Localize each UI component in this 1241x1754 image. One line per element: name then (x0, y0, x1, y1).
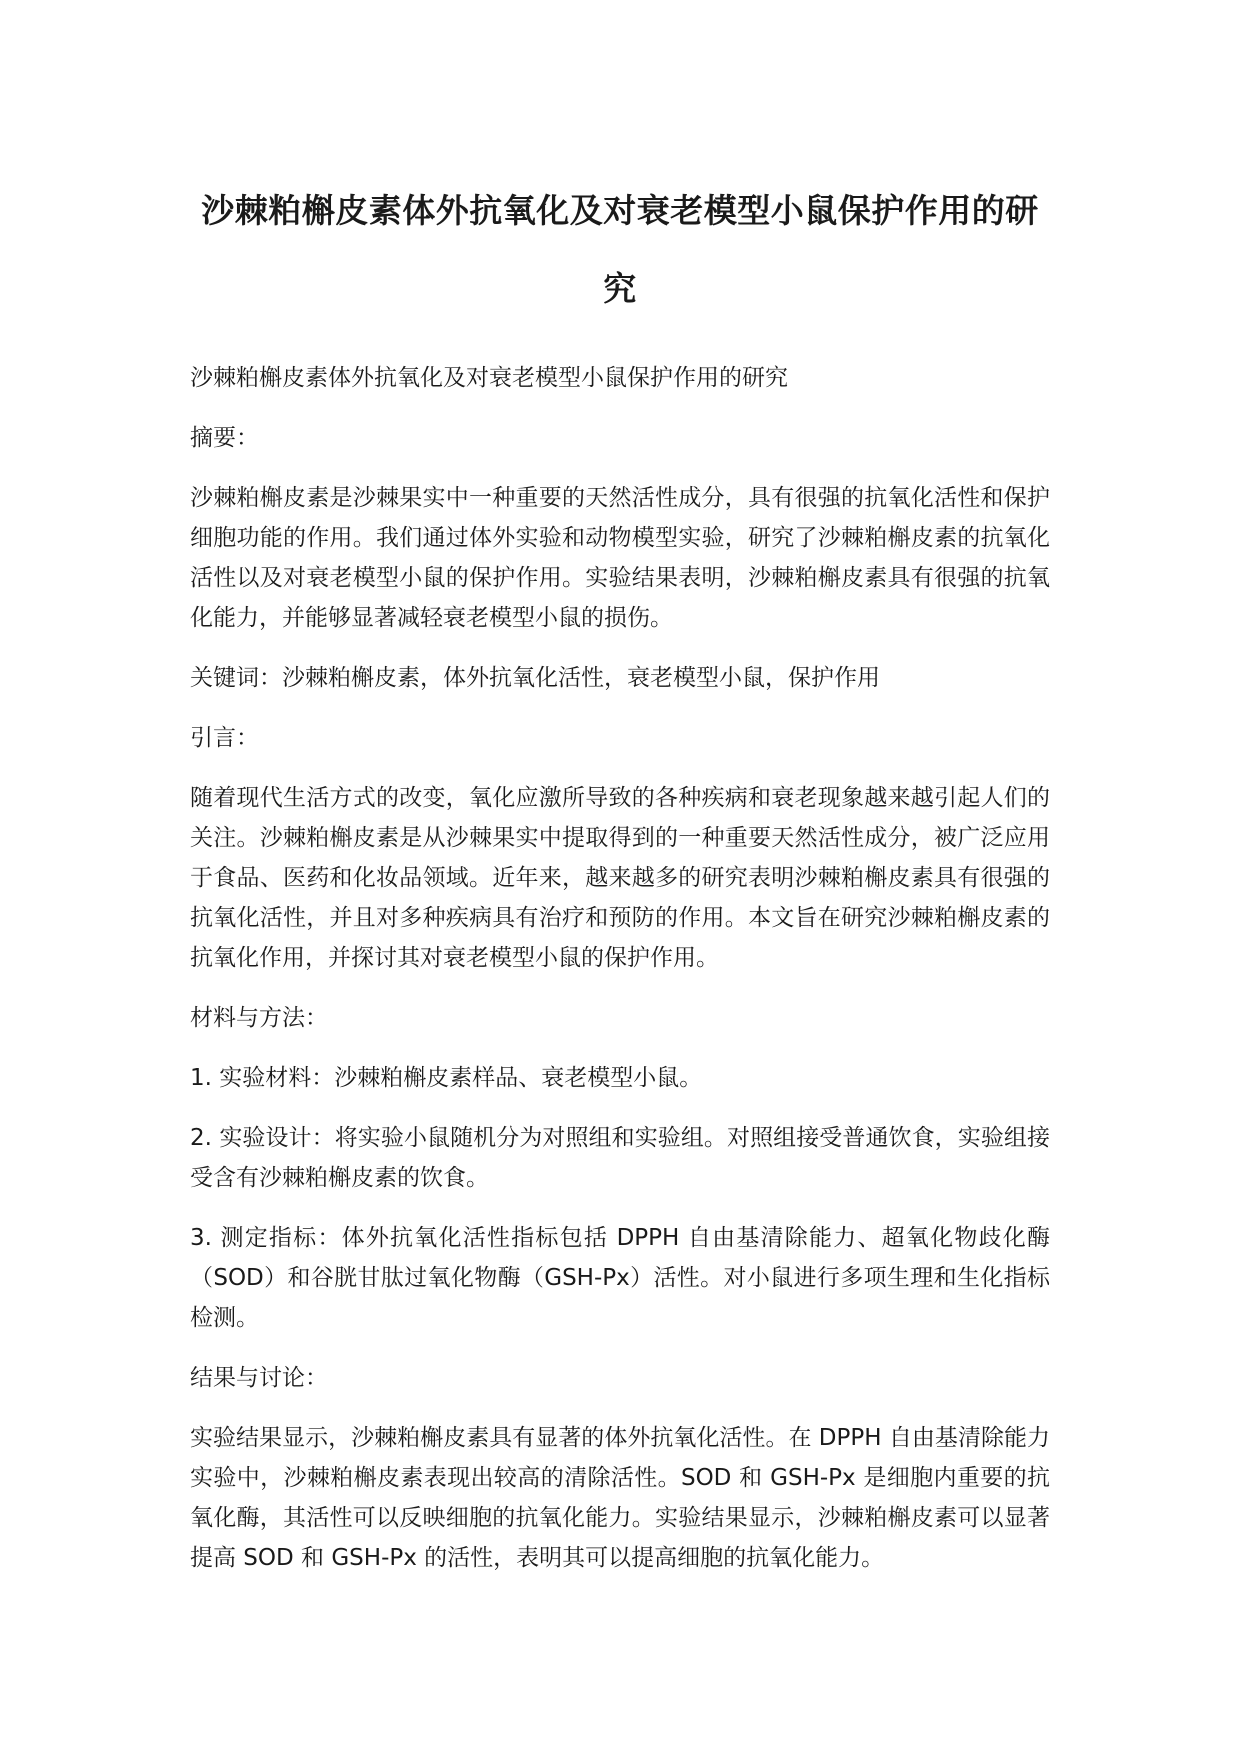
keywords-paragraph: 关键词：沙棘粕槲皮素，体外抗氧化活性，衰老模型小鼠，保护作用 (190, 665, 880, 691)
introduction-paragraph: 随着现代生活方式的改变，氧化应激所导致的各种疾病和衰老现象越来越引起人们的关注。沙棘粕槲皮素是从沙棘果实中提取得到的一种重要天然活性成分，被广泛应用于食品、医药和化妆品领域。近年来，越来越多的研究表明沙棘粕槲皮素具有很强的抗氧化活性，并且对多种疾病具有治疗和预防的作用。本文旨在研究沙棘粕槲皮素的抗氧化作用，并探讨其对衰老模型小鼠的保护作用。 (190, 785, 1050, 971)
subtitle-paragraph: 沙棘粕槲皮素体外抗氧化及对衰老模型小鼠保护作用的研究 (190, 365, 788, 391)
results-paragraph: 实验结果显示，沙棘粕槲皮素具有显著的体外抗氧化活性。在 DPPH 自由基清除能力实验中，沙棘粕槲皮素表现出较高的清除活性。SOD 和 GSH-Px 是细胞内重要的抗氧化酶，其活性可以反映细胞的抗氧化能力。实验结果显示，沙棘粕槲皮素可以显著提高 SOD 和 GSH-Px 的活性，表明其可以提高细胞的抗氧化能力。 (190, 1425, 1050, 1571)
introduction-heading: 引言： (190, 725, 259, 751)
abstract-heading: 摘要： (190, 425, 259, 451)
methods-item-materials: 1. 实验材料：沙棘粕槲皮素样品、衰老模型小鼠。 (190, 1065, 703, 1091)
methods-heading: 材料与方法： (190, 1005, 328, 1031)
abstract-paragraph: 沙棘粕槲皮素是沙棘果实中一种重要的天然活性成分，具有很强的抗氧化活性和保护细胞功能的作用。我们通过体外实验和动物模型实验，研究了沙棘粕槲皮素的抗氧化活性以及对衰老模型小鼠的保护作用。实验结果表明，沙棘粕槲皮素具有很强的抗氧化能力，并能够显著减轻衰老模型小鼠的损伤。 (190, 485, 1050, 631)
methods-item-design: 2. 实验设计：将实验小鼠随机分为对照组和实验组。对照组接受普通饮食，实验组接受含有沙棘粕槲皮素的饮食。 (190, 1125, 1050, 1191)
document-title: 沙棘粕槲皮素体外抗氧化及对衰老模型小鼠保护作用的研究 (201, 191, 1039, 308)
results-heading: 结果与讨论： (190, 1365, 328, 1391)
document-body (190, 358, 1050, 1598)
methods-item-indicators: 3. 测定指标：体外抗氧化活性指标包括 DPPH 自由基清除能力、超氧化物歧化酶（SOD）和谷胱甘肽过氧化物酶（GSH-Px）活性。对小鼠进行多项生理和生化指标检测。 (190, 1225, 1050, 1331)
